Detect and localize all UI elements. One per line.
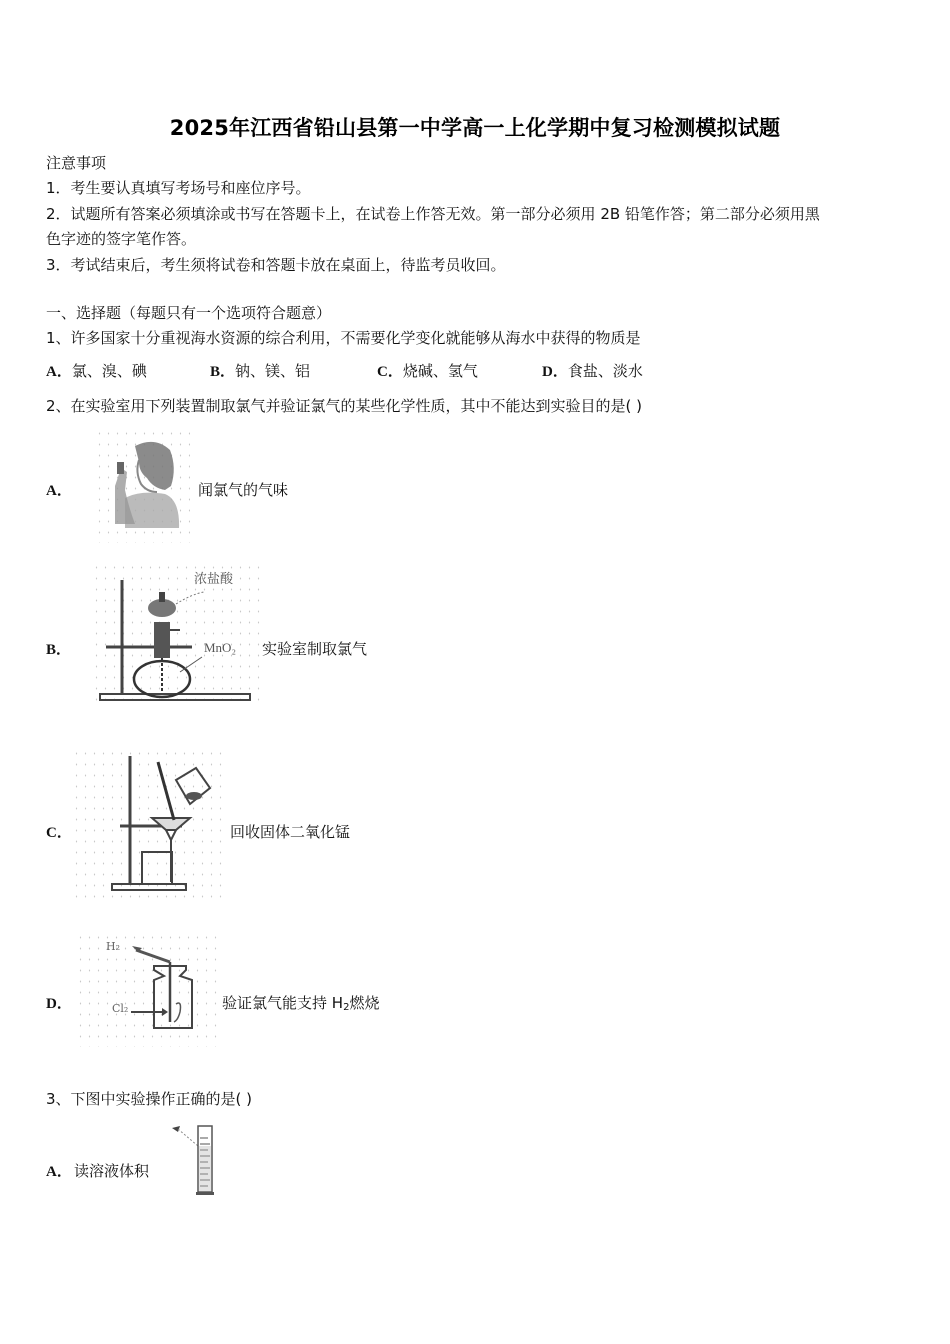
option-text-post: 燃烧 — [349, 994, 380, 1012]
q2-option-c-label: C． — [46, 825, 72, 841]
q3-option-a-label: A． — [46, 1164, 72, 1180]
option-text: 氯、溴、碘 — [71, 362, 147, 380]
q2-option-c-text: 回收固体二氧化锰 — [230, 823, 351, 841]
chlorine-generation-apparatus-figure — [92, 562, 260, 707]
question-2-stem: 2、在实验室用下列装置制取氯气并验证氯气的某些化学性质，其中不能达到实验目的是( ) — [46, 397, 643, 415]
q2-option-b-text: 实验室制取氯气 — [262, 640, 368, 658]
q2-option-a-label: A． — [46, 483, 72, 499]
q1-option-a — [46, 360, 147, 381]
subscript: 2 — [343, 1002, 350, 1013]
graduated-cylinder-icon — [168, 1122, 228, 1200]
option-text: 钠、镁、铝 — [235, 362, 311, 380]
cl2-label: Cl₂ — [112, 1002, 129, 1015]
gas-jar-icon — [76, 932, 221, 1047]
q2-option-d-text — [222, 992, 379, 1013]
q2-option-a-text: 闻氯气的气味 — [198, 481, 289, 499]
option-label: C． — [377, 364, 403, 380]
person-smelling-gas-icon — [95, 428, 190, 543]
flask-apparatus-icon — [92, 562, 260, 707]
q1-option-b — [210, 360, 310, 381]
page-title: 2025年江西省铅山县第一中学高一上化学期中复习检测模拟试题 — [169, 116, 781, 140]
section-heading: 一、选择题（每题只有一个选项符合题意） — [46, 304, 332, 322]
question-1-stem: 1、许多国家十分重视海水资源的综合利用，不需要化学变化就能够从海水中获得的物质是 — [46, 329, 641, 347]
option-text-pre: 验证氯气能支持 H — [222, 994, 344, 1012]
q1-option-c — [377, 360, 478, 381]
q2-option-d-label: D． — [46, 996, 72, 1012]
h2-label: H₂ — [106, 940, 121, 953]
notice-item-3: 3．考试结束后，考生须将试卷和答题卡放在桌面上，待监考员收回。 — [46, 256, 506, 274]
graduated-cylinder-figure — [168, 1122, 228, 1200]
notice-item-2-cont: 色字迹的签字笔作答。 — [46, 230, 197, 248]
notice-heading: 注意事项 — [46, 154, 107, 172]
filtration-apparatus-figure — [72, 748, 222, 903]
notice-item-1: 1．考生要认真填写考场号和座位序号。 — [46, 179, 311, 197]
option-text: 食盐、淡水 — [567, 362, 643, 380]
q1-option-d — [542, 360, 643, 381]
option-text: 烧碱、氢气 — [402, 362, 478, 380]
q2-option-b-label: B． — [46, 642, 72, 658]
q3-option-a-text: 读溶液体积 — [74, 1162, 150, 1180]
hcl-label: 浓盐酸 — [194, 572, 234, 587]
question-3-stem: 3、下图中实验操作正确的是( ) — [46, 1090, 253, 1108]
option-label: D． — [542, 364, 568, 380]
hydrogen-burning-figure — [76, 932, 221, 1047]
mno2-label: MnO₂ — [204, 640, 236, 655]
filter-funnel-icon — [72, 748, 222, 903]
option-label: B． — [210, 364, 236, 380]
notice-item-2: 2．试题所有答案必须填涂或书写在答题卡上，在试卷上作答无效。第一部分必须用 2B 铅笔作答；第二部分必须用黑 — [46, 205, 820, 223]
option-label: A． — [46, 364, 72, 380]
person-smelling-gas-figure — [95, 428, 190, 543]
